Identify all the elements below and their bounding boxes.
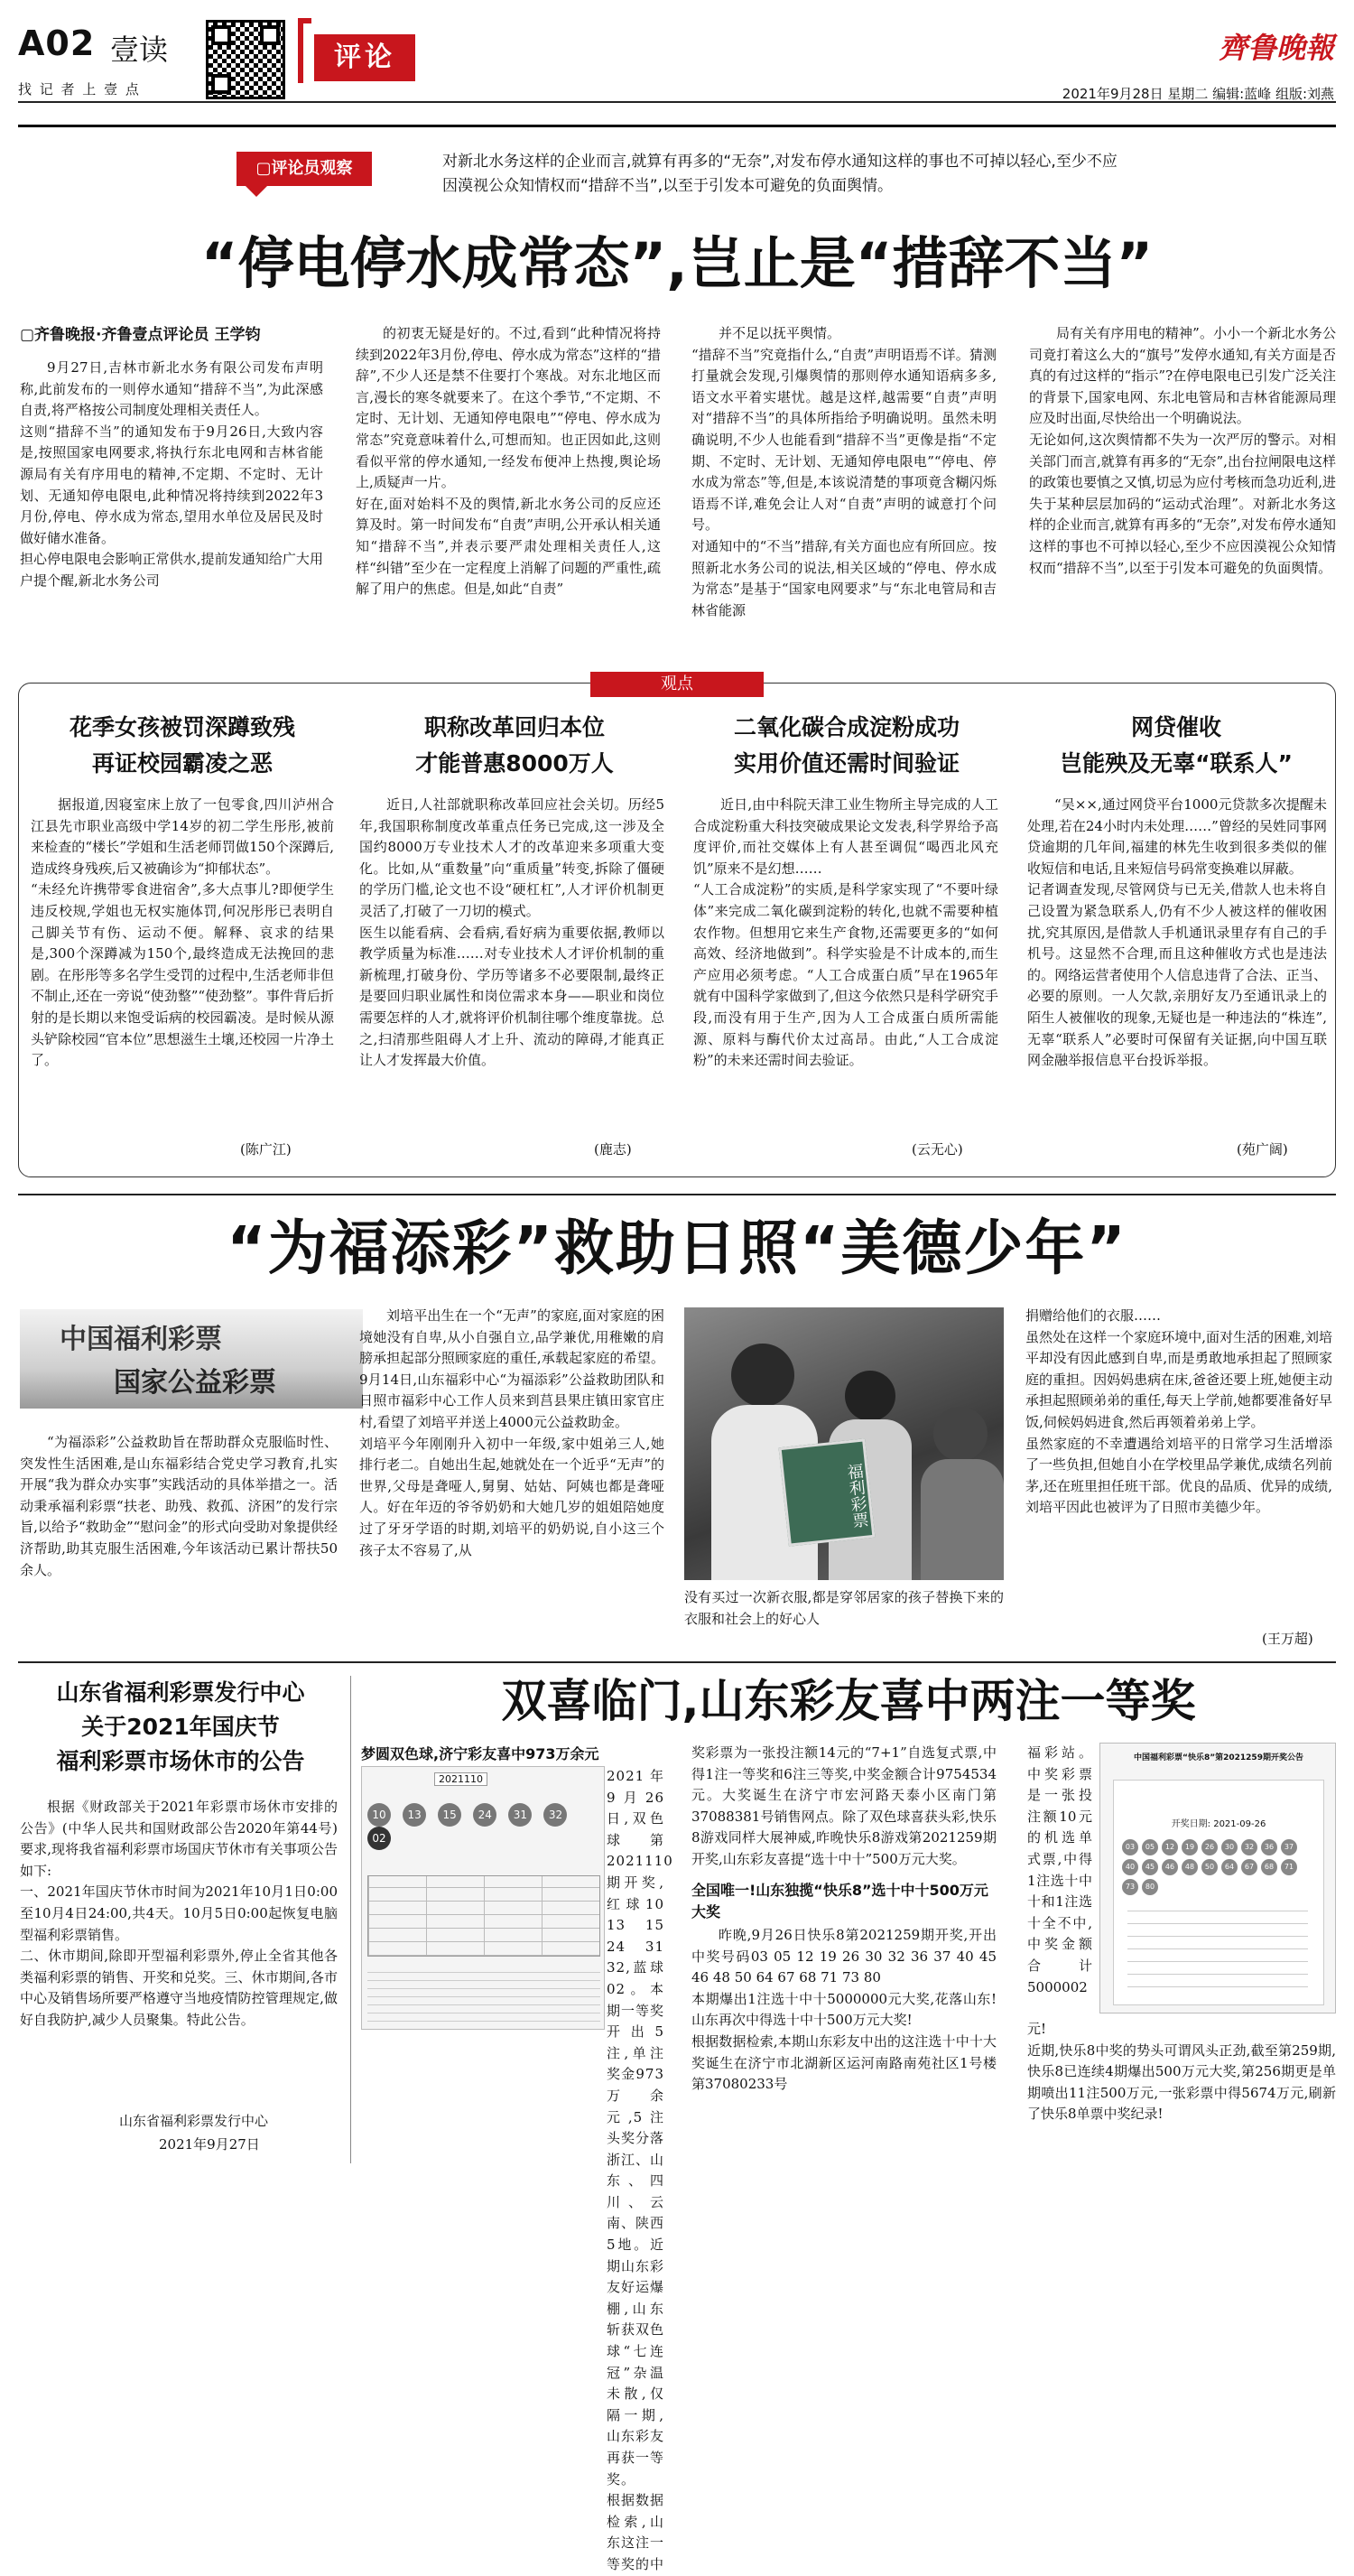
welfare-intro: “为福添彩”公益救助旨在帮助群众克服临时性、突发性生活困难,是山东福彩结合党史学习教育,扎实开展“我为群众办实事”实践活动的具体举措之一。活动秉承福利彩票“扶老、助残、救孤、济困”的发行宗旨,以给予“救助金”“慰问金”的形式向受助对象提供经济帮助,助其克服生活困难,今年该活动已累计帮扶50余人。 — [20, 1434, 338, 1578]
ball: 10 — [367, 1803, 391, 1827]
section-tab-frame — [298, 18, 311, 83]
lottery-subhead-2: 全国唯一!山东独揽“快乐8”选十中十500万元大奖 — [691, 1882, 988, 1920]
ticket2-date: 开奖日期: 2021-09-26 — [1171, 1819, 1266, 1829]
ball: 64 — [1221, 1859, 1238, 1875]
views-label: 观点 — [590, 672, 764, 697]
newspaper-logo: 齊鲁晚報 — [1218, 31, 1334, 65]
notice-body: 根据《财政部关于2021年彩票市场休市安排的公告》(中华人民共和国财政部公告2020年第44号)要求,现将我省福利彩票市场国庆节休市有关事项公告如下: 一、2021年国庆节休市时间为2021年10月1日0:00至10月4日24:00,共4天。10月5日0:00起恢复电脑型福利彩票销售。 二、休市期间,除即开型福利彩票外,停止全省其他各类福利彩票的销售、开奖和兑奖。三、休市期间,各市中心及销售场所要严格遵守当地疫情防控管理规定,做好自我防护,减少人员聚集。特此公告。 — [20, 1799, 338, 2028]
lottery-col-2: 奖彩票为一张投注额14元的“7+1”自选复式票,中得1注一等奖和6注三等奖,中奖金额合计9754534元。大奖诞生在济宁市宏河路天泰小区南门第37088381号销售网点。除了双色球喜获头彩,快乐8游戏同样大展神威,昨晚快乐8游戏第2021259期开奖,山东彩友喜提“选十中十”500万元大奖。 — [691, 1744, 997, 1867]
welfare-headline: “为福添彩”救助日照“美德少年” — [227, 1214, 1127, 1283]
view-1-author: (陈广江) — [236, 1139, 292, 1158]
ball: 32 — [1241, 1839, 1257, 1855]
view-4-author: (苑广阔) — [1233, 1139, 1288, 1158]
notice-issuer: 山东省福利彩票发行中心 — [119, 2113, 269, 2129]
ball: 45 — [1142, 1859, 1158, 1875]
ticket1-balls — [367, 1803, 600, 1845]
welfare-author: (王万超) — [1262, 1631, 1313, 1647]
kl8-ticket-image — [1099, 1743, 1336, 2013]
masthead-rule-bold — [18, 125, 1336, 127]
photo-figure-center — [845, 1371, 895, 1421]
lead-col-2: 的初衷无疑是好的。不过,看到“此种情况将持续到2022年3月份,停电、停水成为常态”这样的“措辞”,不少人还是禁不住要打个寒战。对东北地区而言,漫长的寒冬就要来了。在这个季节,“不定期、不定时、无计划、无通知停电限电”“停电、停水成为常态”究竟意味着什么,可想而知。也正因如此,这则看似平常的停水通知,一经发布便冲上热搜,舆论场上,质疑声一片。 好在,面对始料不及的舆情,新北水务公司的反应还算及时。第一时间发布“自责”声明,公开承认相关通知“措辞不当”,并表示要严肃处理相关责任人,这样“纠错”至少在一定程度上消解了问题的严重性,疏解了用户的焦虑。但是,如此“自责” — [356, 325, 661, 598]
ball: 05 — [1142, 1839, 1158, 1855]
ticket1-notes — [367, 1967, 600, 2022]
lead-col-1: 9月27日,吉林市新北水务有限公司发布声明称,此前发布的一则停水通知“措辞不当”,为此深感自责,将严格按公司制度处理相关责任人。 这则“措辞不当”的通知发布于9月26日,大致内容是,按照国家电网要求,将执行东北电网和吉林省能源局有关有序用电的精神,不定期、不定时、无计划、无通知停电限电,此种情况将持续到2022年3月份,停电、停水成为常态,望用水单位及居民及时做好储水准备。 担心停电限电会影响正常供水,提前发通知给广大用户提个醒,新北水务公司 — [20, 359, 323, 589]
ball: 19 — [1182, 1839, 1198, 1855]
ball: 26 — [1201, 1839, 1218, 1855]
photo-figure-left — [731, 1344, 794, 1407]
ball: 80 — [1142, 1879, 1158, 1895]
lead-col-3: 并不足以抚平舆情。 “措辞不当”究竟指什么,“自责”声明语焉不详。猜测打量就会发现,引爆舆情的那则停水通知语病多多,语文水平着实堪忧。越是这样,越需要“自责”声明对“措辞不当”的具体所指给予明确说明。虽然未明确说明,不少人也能看到“措辞不当”更像是指“不定期、不定时、无计划、无通知停电限电”“停电、停水成为常态”等,但是,本该说清楚的事项竟含糊闪烁语焉不详,难免会让人对“自责”声明的诚意打个问号。 对通知中的“不当”措辞,有关方面也应有所回应。按照新北水务公司的说法,相关区域的“停电、停水成为常态”是基于“国家电网要求”与“东北电管局和吉林省能源 — [691, 325, 997, 618]
ball: 73 — [1122, 1879, 1138, 1895]
ticket1-issue: 2021110 — [434, 1772, 487, 1786]
date-line: 2021年9月28日 星期二 编辑:蓝峰 组版:刘燕 — [1062, 86, 1334, 102]
ball: 68 — [1261, 1859, 1277, 1875]
masthead-slogan: 找 记 者 上 壹 点 — [18, 81, 141, 98]
lottery-col-1: 2021年9月26日,双色球第2021110期开奖,红球10 13 15 24 31 32,蓝球02。本期一等奖开出5注,单注奖金973万余元,5注头奖分落浙江、山东、四川、云南、陕西5地。近期山东彩友好运爆棚,山东斩获双色球“七连冠”杂温未散,仅隔一期,山东彩友再获一等奖。 根据数据检索,山东这注一等奖的中 — [607, 1768, 673, 2572]
commentator-tag: ▢评论员观察 — [236, 152, 372, 186]
view-2-body: 近日,人社部就职称改革回应社会关切。历经5年,我国职称制度改革重点任务已完成,这一涉及全国约8000万专业技术人才的改革迎来多项重大变化。比如,从“重数量”向“重质量”转变,拆除了僵硬的学历门槛,论文也不设“硬杠杠”,人才评价机制更灵活了,打破了一刀切的模式。 医生以能看病、会看病,看好病为重要依据,教师以教学质量为标准……对专业技术人才评价机制的重新梳理,打破身份、学历等诸多不必要限制,最终正是要回归职业属性和岗位需求本身——职业和岗位需要怎样的人才,就将评价机制往哪个维度靠拢。总之,扫清那些阻碍人才上升、流动的障碍,才能真正让人才发挥最大价值。 — [359, 796, 664, 1069]
ball: 02 — [367, 1827, 391, 1850]
page-name: 壹读 — [110, 33, 169, 67]
notice-title: 山东省福利彩票发行中心 关于2021年国庆节 福利彩票市场休市的公告 — [56, 1679, 305, 1774]
lead-headline: “停电停水成常态”,岂止是“措辞不当” — [200, 230, 1154, 296]
ball: 15 — [438, 1803, 461, 1827]
ball: 40 — [1122, 1859, 1138, 1875]
view-4-body: “吴××,通过网贷平台1000元贷款多次提醒未处理,若在24小时内未处理……”曾经的吴姓同事网贷逾期的几年间,福建的林先生收到很多类似的催收短信和电话,且来短信号码常变换难以屏蔽。 记者调查发现,尽管网贷与已无关,借款人也未将自己设置为紧急联系人,仍有不少人被这样的催收困扰,究其原因,是借款人手机通讯录里存有自己的手机号。这显然不合理,而且这种催收方式也是违法的。网络运营者使用个人信息违背了合法、正当、必要的原则。一人欠款,亲朋好友乃至通讯录上的陌生人被催收的现象,无疑也是一种违法的“株连”,无辜“联系人”必要时可保留有关证据,向中国互联网金融举报信息平台投诉举报。 — [1027, 796, 1327, 1069]
view-1-title: 花季女孩被罚深蹲致残 再证校园霸凌之恶 — [69, 714, 295, 777]
photo-donation-board: 福利彩票 — [779, 1438, 876, 1546]
lottery-logo-line2: 国家公益彩票 — [114, 1367, 276, 1399]
ball: 24 — [473, 1803, 496, 1827]
ball: 67 — [1241, 1859, 1257, 1875]
ticket1-table — [367, 1875, 600, 1957]
lead-byline: ▢齐鲁晚报·齐鲁壹点评论员 王学钧 — [20, 326, 261, 344]
view-3-body: 近日,由中科院天津工业生物所主导完成的人工合成淀粉重大科技突破成果论文发表,科学界给予高度评价,而社交媒体上有人甚至调侃“喝西北风充饥”原来不是幻想…… “人工合成淀粉”的实质,是科学家实现了“不要叶绿体”来完成二氧化碳到淀粉的转化,也就不需要种植农作物。但想用它来生产食物,还需要更多的“如何高效、经济地做到”。科学实验是不计成本的,而生产应用必须考虑。“人工合成蛋白质”早在1965年就有中国科学家做到了,但这今依然只是科学研究手段,而没有用于生产,因为人工合成蛋白质所需能源、原料与酶代价太过高昂。由此,“人工合成淀粉”的未来还需时间去验证。 — [693, 796, 998, 1069]
welfare-bottom-rule — [18, 1661, 1336, 1663]
page-number: A02 — [18, 23, 96, 63]
view-4-title: 网贷催收 岂能殃及无辜“联系人” — [1060, 714, 1293, 777]
section-tab: 评论 — [314, 34, 415, 81]
tag-pointer — [244, 184, 269, 197]
lottery-col-3: 福彩站。中奖彩票是一张投注额10元的机选单式票,中得1注选十中十和1注选十全不中,中奖金额合计5000002 — [1027, 1744, 1092, 1995]
notice-divider — [350, 1676, 351, 2163]
view-3-title: 二氧化碳合成淀粉成功 实用价值还需时间验证 — [733, 714, 960, 777]
welfare-photo — [684, 1307, 1004, 1580]
ssq-ticket-image — [361, 1766, 605, 2030]
lottery-logo-line1: 中国福利彩票 — [60, 1324, 222, 1355]
welfare-col-2: 刘培平出生在一个“无声”的家庭,面对家庭的困境她没有自卑,从小自强自立,品学兼优,用稚嫩的肩膀承担起部分照顾家庭的重任,承载起家庭的希望。9月14日,山东福彩中心“为福添彩”公益救助团队和日照市福彩中心工作人员来到莒县果庄镇田家官庄村,看望了刘培平并送上4000元公益救助金。 刘培平今年刚刚升入初中一年级,家中姐弟三人,她排行老二。自她出生起,她就处在一个近乎“无声”的世界,父母是聋哑人,舅舅、姑姑、阿姨也都是聋哑人。好在年迈的爷爷奶奶和大她几岁的姐姐陪她度过了牙牙学语的时期,刘培平的奶奶说,自小这三个孩子太不容易了,从 — [359, 1307, 664, 1558]
welfare-photo-caption: 没有买过一次新衣服,都是穿邻居家的孩子替换下来的衣服和社会上的好心人 — [684, 1589, 1004, 1627]
photo-figure-right-body — [921, 1459, 1004, 1580]
ticket2-stats — [1127, 1906, 1308, 1987]
lottery-headline: 双喜临门,山东彩友喜中两注一等奖 — [501, 1675, 1196, 1727]
lottery-subhead-1: 梦圆双色球,济宁彩友喜中973万余元 — [361, 1745, 599, 1762]
ball: 48 — [1182, 1859, 1198, 1875]
ball: 50 — [1201, 1859, 1218, 1875]
view-1-body: 据报道,因寝室床上放了一包零食,四川泸州合江县先市职业高级中学14岁的初二学生彤彤,被前来检查的“楼长”学姐和生活老师罚做150个深蹲后,造成终身残疾,后又被确诊为“抑郁状态”。 “未经允许携带零食进宿舍”,多大点事儿?即便学生违反校规,学姐也无权实施体罚,何况彤彤已表明自己脚关节有伤、运动不便。解释、哀求的结果是,300个深蹲减为150个,最终造成无法挽回的悲剧。在彤彤等多名学生受罚的过程中,生活老师非但不制止,还在一旁说“使劲整”“使劲整”。事件背后折射的是长期以来饱受诟病的校园霸凌。是时候从源头铲除校园“官本位”思想滋生土壤,还校园一片净土了。 — [31, 796, 334, 1069]
ball: 31 — [508, 1803, 532, 1827]
lead-col-4: 局有关有序用电的精神”。小小一个新北水务公司竟打着这么大的“旗号”发停水通知,有关方面是否真的有过这样的“指示”?在停电限电已引发广泛关注的背景下,国家电网、东北电管局和吉林省能源局理应及时出面,尽快给出一个明确说法。 无论如何,这次舆情都不失为一次严厉的警示。对相关部门而言,就算有再多的“无奈”,出台拉闸限电这样的政策也要慎之又慎,切忌为应付考核而急功近利,进失于某种层层加码的“运动式治理”。对新北水务这样的企业而言,就算有再多的“无奈”,对发布停水通知这样的事也不可掉以轻心,至少不应因漠视公众知情权而“措辞不当”,以至于引发本可避免的负面舆情。 — [1029, 325, 1336, 576]
qr-code — [206, 20, 285, 99]
view-2-title: 职称改革回归本位 才能普惠8000万人 — [415, 714, 614, 777]
view-2-author: (鹿志) — [590, 1139, 632, 1158]
ball: 13 — [403, 1803, 426, 1827]
lottery-col-2b: 昨晚,9月26日快乐8第2021259期开奖,开出中奖号码03 05 12 19 26 30 32 36 37 40 45 46 48 50 64 67 68 71 73 80 本期爆出1注选十中十5000000元大奖,花落山东!山东再次中得选十中十500万元大奖! 根据数据检索,本期山东彩友中出的这注选十中十大奖诞生在济宁市北湖新区运河南路南苑社区1号楼第37080233号 — [691, 1927, 997, 2093]
ball: 37 — [1281, 1839, 1297, 1855]
ticket2-title: 中国福利彩票“快乐8”第2021259期开奖公告 — [1134, 1753, 1303, 1762]
ball: 12 — [1162, 1839, 1178, 1855]
ticket2-balls — [1120, 1837, 1317, 1897]
ball: 30 — [1221, 1839, 1238, 1855]
lottery-col-3b: 元! 近期,快乐8中奖的势头可谓风头正劲,截至第259期,快乐8已连续4期爆出500万元大奖,第256期更是单期喷出11注500万元,一张彩票中得5674万元,刷新了快乐8单票中奖纪录! — [1027, 2021, 1336, 2123]
ball: 03 — [1122, 1839, 1138, 1855]
ball: 46 — [1162, 1859, 1178, 1875]
ball: 71 — [1281, 1859, 1297, 1875]
ball: 36 — [1261, 1839, 1277, 1855]
lead-summary: 对新北水务这样的企业而言,就算有再多的“无奈”,对发布停水通知这样的事也不可掉以轻心,至少不应因漠视公众知情权而“措辞不当”,以至于引发本可避免的负面舆情。 — [442, 153, 1118, 195]
photo-figure-right — [933, 1407, 988, 1461]
views-bottom-rule — [18, 1194, 1336, 1195]
welfare-col-3: 捐赠给他们的衣服…… 虽然处在这样一个家庭环境中,面对生活的困难,刘培平却没有因此感到自卑,而是勇敢地承担起了照顾家庭的重担。因妈妈患病在床,爸爸还要上班,她便主动承担起照顾弟弟的重任,每天上学前,她都要准备好早饭,伺候妈妈进食,然后再领着弟弟上学。 虽然家庭的不幸遭遇给刘培平的日常学习生活增添了一些负担,但她自小在学校里品学兼优,成绩名列前茅,还在班里担任班干部。优良的品质、优异的成绩,刘培平因此也被评为了日照市美德少年。 — [1025, 1307, 1332, 1516]
notice-date: 2021年9月27日 — [159, 2136, 260, 2153]
ball: 32 — [543, 1803, 567, 1827]
view-3-author: (云无心) — [908, 1139, 963, 1158]
